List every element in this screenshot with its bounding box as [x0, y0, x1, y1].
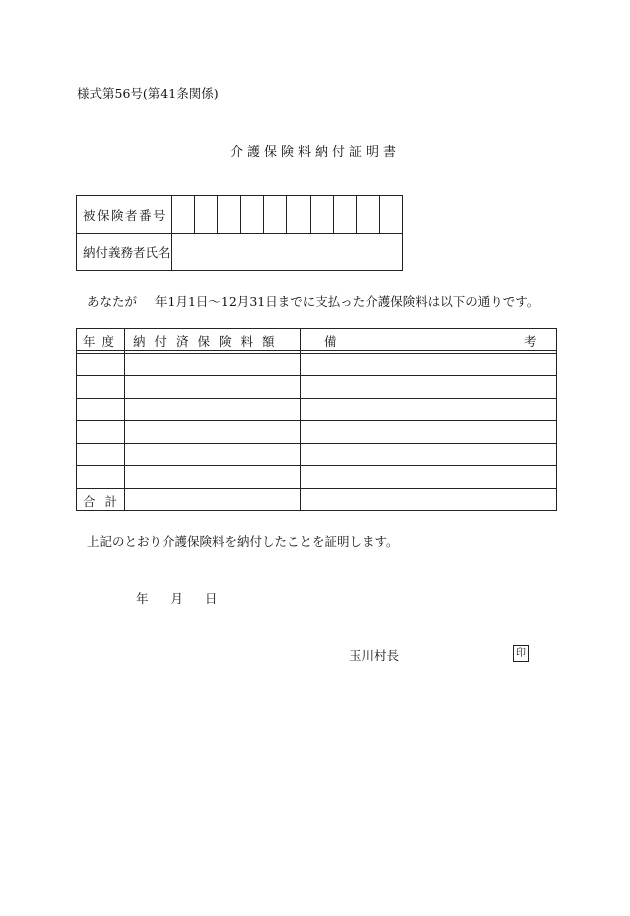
payer-name-label: 納付義務者氏名 [77, 233, 172, 270]
date-day: 日 [205, 591, 218, 606]
form-number: 様式第56号(第41条関係) [77, 86, 219, 101]
total-label: 合計 [83, 494, 127, 509]
row-divider [77, 375, 556, 376]
insured-number-digit-box[interactable] [287, 196, 310, 233]
row-divider [77, 443, 556, 444]
certification-text: 上記のとおり介護保険料を納付したことを証明します。 [87, 534, 399, 549]
insured-number-row [77, 196, 402, 234]
payment-table [76, 328, 557, 511]
header-fiscal-year: 年度 [83, 334, 121, 349]
insured-number-digit-box[interactable] [334, 196, 357, 233]
document-title: 介護保険料納付証明書 [229, 145, 400, 160]
insured-info-table [76, 195, 403, 271]
header-remarks-end: 考 [524, 334, 537, 349]
header-remarks-start: 備 [324, 334, 337, 349]
statement-body: 年1月1日～12月31日までに支払った介護保険料は以下の通りです。 [155, 294, 540, 309]
insured-number-digit-box[interactable] [311, 196, 334, 233]
insured-number-digit-box[interactable] [357, 196, 380, 233]
payer-name-row [77, 233, 402, 270]
date-month: 月 [170, 591, 184, 606]
issuer-name: 玉川村長 [349, 648, 400, 663]
insured-number-boxes [172, 196, 402, 233]
row-divider [77, 420, 556, 421]
payment-statement [87, 292, 539, 310]
header-paid-amount: 納付済保険料額 [133, 334, 284, 349]
insured-number-digit-box[interactable] [380, 196, 402, 233]
statement-prefix: あなたが [87, 294, 138, 309]
insured-number-digit-box[interactable] [218, 196, 241, 233]
insured-number-label: 被保険者番号 [77, 196, 172, 233]
seal-mark: 印 [513, 645, 529, 662]
header-double-rule [77, 350, 556, 354]
row-divider [77, 465, 556, 466]
insured-number-digit-box[interactable] [241, 196, 264, 233]
issue-date [136, 589, 240, 607]
row-divider [77, 488, 556, 489]
insured-number-digit-box[interactable] [172, 196, 195, 233]
date-year: 年 [136, 591, 149, 606]
insured-number-digit-box[interactable] [195, 196, 218, 233]
row-divider [77, 398, 556, 399]
insured-number-digit-box[interactable] [264, 196, 287, 233]
payer-name-field[interactable] [172, 233, 402, 270]
